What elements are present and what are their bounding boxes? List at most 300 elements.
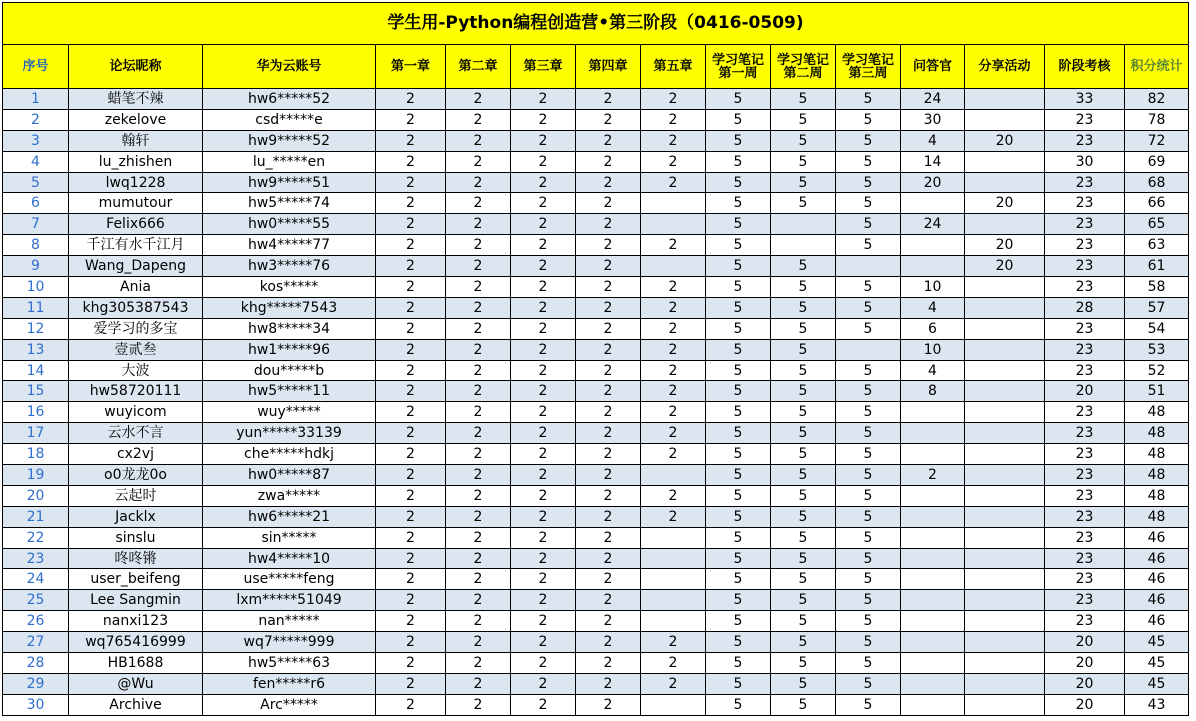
cell-notes-week-3[interactable]: 5 xyxy=(836,381,901,402)
cell-chapter-2[interactable]: 2 xyxy=(446,214,511,235)
cell-chapter-2[interactable]: 2 xyxy=(446,590,511,611)
cell-chapter-2[interactable]: 2 xyxy=(446,360,511,381)
cell-notes-week-2[interactable]: 5 xyxy=(771,360,836,381)
cell-chapter-5[interactable] xyxy=(641,527,706,548)
cell-chapter-3[interactable]: 2 xyxy=(511,381,576,402)
cell-notes-week-1[interactable]: 5 xyxy=(706,360,771,381)
cell-nickname[interactable]: o0龙龙0o xyxy=(69,465,203,486)
cell-account[interactable]: hw3*****76 xyxy=(203,256,376,277)
cell-chapter-1[interactable]: 2 xyxy=(376,632,446,653)
cell-notes-week-2[interactable] xyxy=(771,235,836,256)
cell-nickname[interactable]: sinslu xyxy=(69,527,203,548)
cell-chapter-5[interactable]: 2 xyxy=(641,423,706,444)
cell-chapter-4[interactable]: 2 xyxy=(576,673,641,694)
cell-qa[interactable] xyxy=(901,193,965,214)
cell-chapter-3[interactable]: 2 xyxy=(511,130,576,151)
cell-stage[interactable]: 23 xyxy=(1045,444,1125,465)
cell-stage[interactable]: 30 xyxy=(1045,151,1125,172)
cell-index[interactable]: 9 xyxy=(3,256,69,277)
header-stage[interactable]: 阶段考核 xyxy=(1045,45,1125,89)
cell-chapter-5[interactable] xyxy=(641,465,706,486)
cell-total[interactable]: 53 xyxy=(1125,339,1189,360)
cell-notes-week-2[interactable]: 5 xyxy=(771,381,836,402)
cell-chapter-2[interactable]: 2 xyxy=(446,465,511,486)
cell-notes-week-3[interactable]: 5 xyxy=(836,318,901,339)
cell-notes-week-1[interactable]: 5 xyxy=(706,172,771,193)
cell-chapter-4[interactable]: 2 xyxy=(576,590,641,611)
cell-share[interactable] xyxy=(965,611,1045,632)
cell-notes-week-1[interactable]: 5 xyxy=(706,214,771,235)
cell-nickname[interactable]: 大波 xyxy=(69,360,203,381)
cell-chapter-3[interactable]: 2 xyxy=(511,402,576,423)
cell-account[interactable]: hw8*****34 xyxy=(203,318,376,339)
cell-chapter-1[interactable]: 2 xyxy=(376,673,446,694)
cell-notes-week-2[interactable]: 5 xyxy=(771,632,836,653)
cell-share[interactable] xyxy=(965,318,1045,339)
cell-chapter-5[interactable] xyxy=(641,694,706,715)
cell-share[interactable] xyxy=(965,506,1045,527)
cell-chapter-4[interactable]: 2 xyxy=(576,89,641,110)
cell-notes-week-3[interactable]: 5 xyxy=(836,444,901,465)
cell-nickname[interactable]: 云起时 xyxy=(69,485,203,506)
cell-nickname[interactable]: Ania xyxy=(69,277,203,298)
cell-total[interactable]: 61 xyxy=(1125,256,1189,277)
cell-chapter-2[interactable]: 2 xyxy=(446,694,511,715)
cell-chapter-2[interactable]: 2 xyxy=(446,673,511,694)
header-index[interactable]: 序号 xyxy=(3,45,69,89)
cell-share[interactable] xyxy=(965,89,1045,110)
cell-notes-week-3[interactable]: 5 xyxy=(836,89,901,110)
cell-chapter-1[interactable]: 2 xyxy=(376,548,446,569)
cell-chapter-1[interactable]: 2 xyxy=(376,527,446,548)
cell-chapter-4[interactable]: 2 xyxy=(576,527,641,548)
cell-total[interactable]: 54 xyxy=(1125,318,1189,339)
cell-notes-week-1[interactable]: 5 xyxy=(706,694,771,715)
cell-index[interactable]: 12 xyxy=(3,318,69,339)
cell-index[interactable]: 22 xyxy=(3,527,69,548)
cell-notes-week-1[interactable]: 5 xyxy=(706,548,771,569)
cell-notes-week-3[interactable]: 5 xyxy=(836,277,901,298)
cell-index[interactable]: 30 xyxy=(3,694,69,715)
cell-share[interactable] xyxy=(965,151,1045,172)
cell-notes-week-1[interactable]: 5 xyxy=(706,673,771,694)
cell-nickname[interactable]: @Wu xyxy=(69,673,203,694)
cell-notes-week-2[interactable]: 5 xyxy=(771,277,836,298)
cell-notes-week-3[interactable]: 5 xyxy=(836,485,901,506)
cell-account[interactable]: hw4*****10 xyxy=(203,548,376,569)
cell-notes-week-1[interactable]: 5 xyxy=(706,235,771,256)
cell-total[interactable]: 46 xyxy=(1125,611,1189,632)
cell-index[interactable]: 26 xyxy=(3,611,69,632)
cell-chapter-4[interactable]: 2 xyxy=(576,694,641,715)
cell-notes-week-1[interactable]: 5 xyxy=(706,423,771,444)
cell-chapter-4[interactable]: 2 xyxy=(576,297,641,318)
cell-nickname[interactable]: 爱学习的多宝 xyxy=(69,318,203,339)
cell-qa[interactable] xyxy=(901,402,965,423)
cell-chapter-2[interactable]: 2 xyxy=(446,506,511,527)
cell-chapter-3[interactable]: 2 xyxy=(511,653,576,674)
cell-chapter-2[interactable]: 2 xyxy=(446,151,511,172)
cell-chapter-1[interactable]: 2 xyxy=(376,256,446,277)
cell-notes-week-2[interactable]: 5 xyxy=(771,318,836,339)
cell-share[interactable] xyxy=(965,402,1045,423)
cell-chapter-3[interactable]: 2 xyxy=(511,569,576,590)
cell-notes-week-1[interactable]: 5 xyxy=(706,653,771,674)
cell-chapter-2[interactable]: 2 xyxy=(446,423,511,444)
cell-nickname[interactable]: lu_zhishen xyxy=(69,151,203,172)
cell-chapter-3[interactable]: 2 xyxy=(511,360,576,381)
cell-notes-week-3[interactable]: 5 xyxy=(836,569,901,590)
header-account[interactable]: 华为云账号 xyxy=(203,45,376,89)
cell-notes-week-2[interactable]: 5 xyxy=(771,569,836,590)
cell-total[interactable]: 45 xyxy=(1125,673,1189,694)
cell-share[interactable]: 20 xyxy=(965,256,1045,277)
cell-stage[interactable]: 23 xyxy=(1045,465,1125,486)
cell-share[interactable]: 20 xyxy=(965,193,1045,214)
cell-qa[interactable]: 2 xyxy=(901,465,965,486)
cell-chapter-1[interactable]: 2 xyxy=(376,151,446,172)
cell-notes-week-3[interactable]: 5 xyxy=(836,632,901,653)
cell-total[interactable]: 46 xyxy=(1125,569,1189,590)
cell-notes-week-2[interactable]: 5 xyxy=(771,172,836,193)
cell-stage[interactable]: 20 xyxy=(1045,653,1125,674)
cell-share[interactable] xyxy=(965,381,1045,402)
cell-nickname[interactable]: Felix666 xyxy=(69,214,203,235)
cell-stage[interactable]: 23 xyxy=(1045,235,1125,256)
header-chapter-5[interactable]: 第五章 xyxy=(641,45,706,89)
cell-qa[interactable]: 24 xyxy=(901,214,965,235)
cell-qa[interactable] xyxy=(901,653,965,674)
cell-chapter-1[interactable]: 2 xyxy=(376,402,446,423)
cell-account[interactable]: che*****hdkj xyxy=(203,444,376,465)
cell-stage[interactable]: 23 xyxy=(1045,548,1125,569)
cell-notes-week-2[interactable]: 5 xyxy=(771,548,836,569)
cell-chapter-5[interactable]: 2 xyxy=(641,673,706,694)
header-chapter-2[interactable]: 第二章 xyxy=(446,45,511,89)
cell-stage[interactable]: 23 xyxy=(1045,569,1125,590)
cell-chapter-2[interactable]: 2 xyxy=(446,297,511,318)
cell-nickname[interactable]: 壹贰叁 xyxy=(69,339,203,360)
cell-chapter-5[interactable]: 2 xyxy=(641,381,706,402)
cell-notes-week-2[interactable]: 5 xyxy=(771,339,836,360)
cell-chapter-3[interactable]: 2 xyxy=(511,611,576,632)
cell-notes-week-1[interactable]: 5 xyxy=(706,485,771,506)
cell-notes-week-2[interactable]: 5 xyxy=(771,465,836,486)
cell-chapter-5[interactable] xyxy=(641,193,706,214)
cell-notes-week-3[interactable]: 5 xyxy=(836,151,901,172)
cell-notes-week-2[interactable]: 5 xyxy=(771,297,836,318)
cell-notes-week-1[interactable]: 5 xyxy=(706,109,771,130)
cell-total[interactable]: 48 xyxy=(1125,465,1189,486)
cell-nickname[interactable]: nanxi123 xyxy=(69,611,203,632)
cell-qa[interactable] xyxy=(901,235,965,256)
cell-nickname[interactable]: user_beifeng xyxy=(69,569,203,590)
cell-chapter-4[interactable]: 2 xyxy=(576,402,641,423)
cell-account[interactable]: hw5*****63 xyxy=(203,653,376,674)
cell-stage[interactable]: 23 xyxy=(1045,172,1125,193)
cell-chapter-2[interactable]: 2 xyxy=(446,277,511,298)
cell-account[interactable]: wq7*****999 xyxy=(203,632,376,653)
cell-account[interactable]: zwa***** xyxy=(203,485,376,506)
cell-notes-week-2[interactable]: 5 xyxy=(771,485,836,506)
cell-chapter-4[interactable]: 2 xyxy=(576,653,641,674)
cell-chapter-3[interactable]: 2 xyxy=(511,297,576,318)
cell-index[interactable]: 4 xyxy=(3,151,69,172)
cell-index[interactable]: 1 xyxy=(3,89,69,110)
cell-index[interactable]: 11 xyxy=(3,297,69,318)
cell-account[interactable]: hw9*****52 xyxy=(203,130,376,151)
cell-share[interactable] xyxy=(965,444,1045,465)
cell-notes-week-3[interactable]: 5 xyxy=(836,214,901,235)
cell-chapter-5[interactable]: 2 xyxy=(641,632,706,653)
cell-notes-week-3[interactable]: 5 xyxy=(836,235,901,256)
cell-chapter-2[interactable]: 2 xyxy=(446,172,511,193)
cell-chapter-2[interactable]: 2 xyxy=(446,318,511,339)
header-qa[interactable]: 问答官 xyxy=(901,45,965,89)
cell-share[interactable] xyxy=(965,527,1045,548)
cell-notes-week-3[interactable]: 5 xyxy=(836,402,901,423)
cell-account[interactable]: hw1*****96 xyxy=(203,339,376,360)
cell-chapter-1[interactable]: 2 xyxy=(376,235,446,256)
cell-qa[interactable]: 4 xyxy=(901,360,965,381)
cell-notes-week-3[interactable]: 5 xyxy=(836,527,901,548)
cell-index[interactable]: 3 xyxy=(3,130,69,151)
cell-chapter-1[interactable]: 2 xyxy=(376,444,446,465)
cell-chapter-1[interactable]: 2 xyxy=(376,214,446,235)
cell-chapter-4[interactable]: 2 xyxy=(576,130,641,151)
cell-chapter-4[interactable]: 2 xyxy=(576,277,641,298)
cell-notes-week-2[interactable]: 5 xyxy=(771,694,836,715)
cell-chapter-4[interactable]: 2 xyxy=(576,172,641,193)
cell-notes-week-2[interactable]: 5 xyxy=(771,653,836,674)
cell-total[interactable]: 48 xyxy=(1125,444,1189,465)
cell-chapter-4[interactable]: 2 xyxy=(576,318,641,339)
header-notes-week-1[interactable] xyxy=(706,45,771,89)
cell-notes-week-2[interactable]: 5 xyxy=(771,151,836,172)
cell-nickname[interactable]: 翰轩 xyxy=(69,130,203,151)
cell-qa[interactable]: 24 xyxy=(901,89,965,110)
cell-index[interactable]: 6 xyxy=(3,193,69,214)
cell-nickname[interactable]: Archive xyxy=(69,694,203,715)
cell-qa[interactable] xyxy=(901,673,965,694)
cell-notes-week-3[interactable]: 5 xyxy=(836,109,901,130)
cell-notes-week-3[interactable]: 5 xyxy=(836,130,901,151)
cell-notes-week-2[interactable]: 5 xyxy=(771,423,836,444)
cell-notes-week-2[interactable]: 5 xyxy=(771,506,836,527)
cell-account[interactable]: Arc***** xyxy=(203,694,376,715)
cell-chapter-3[interactable]: 2 xyxy=(511,214,576,235)
cell-account[interactable]: use*****feng xyxy=(203,569,376,590)
cell-chapter-3[interactable]: 2 xyxy=(511,590,576,611)
cell-chapter-3[interactable]: 2 xyxy=(511,172,576,193)
cell-index[interactable]: 18 xyxy=(3,444,69,465)
header-chapter-1[interactable]: 第一章 xyxy=(376,45,446,89)
cell-qa[interactable] xyxy=(901,444,965,465)
cell-index[interactable]: 17 xyxy=(3,423,69,444)
cell-notes-week-2[interactable]: 5 xyxy=(771,590,836,611)
cell-chapter-2[interactable]: 2 xyxy=(446,444,511,465)
cell-notes-week-1[interactable]: 5 xyxy=(706,632,771,653)
cell-chapter-4[interactable]: 2 xyxy=(576,423,641,444)
cell-share[interactable] xyxy=(965,214,1045,235)
cell-notes-week-1[interactable]: 5 xyxy=(706,277,771,298)
cell-chapter-4[interactable]: 2 xyxy=(576,214,641,235)
cell-index[interactable]: 28 xyxy=(3,653,69,674)
cell-nickname[interactable]: lwq1228 xyxy=(69,172,203,193)
cell-nickname[interactable]: wuyicom xyxy=(69,402,203,423)
cell-account[interactable]: hw9*****51 xyxy=(203,172,376,193)
cell-total[interactable]: 66 xyxy=(1125,193,1189,214)
cell-share[interactable] xyxy=(965,694,1045,715)
cell-notes-week-1[interactable]: 5 xyxy=(706,527,771,548)
cell-chapter-1[interactable]: 2 xyxy=(376,89,446,110)
cell-notes-week-3[interactable]: 5 xyxy=(836,548,901,569)
cell-chapter-4[interactable]: 2 xyxy=(576,339,641,360)
cell-qa[interactable] xyxy=(901,527,965,548)
cell-chapter-5[interactable] xyxy=(641,548,706,569)
cell-account[interactable]: khg*****7543 xyxy=(203,297,376,318)
cell-chapter-1[interactable]: 2 xyxy=(376,130,446,151)
cell-total[interactable]: 51 xyxy=(1125,381,1189,402)
cell-nickname[interactable]: Wang_Dapeng xyxy=(69,256,203,277)
cell-stage[interactable]: 20 xyxy=(1045,381,1125,402)
cell-notes-week-1[interactable]: 5 xyxy=(706,89,771,110)
cell-chapter-3[interactable]: 2 xyxy=(511,318,576,339)
cell-chapter-3[interactable]: 2 xyxy=(511,193,576,214)
cell-chapter-2[interactable]: 2 xyxy=(446,256,511,277)
cell-chapter-3[interactable]: 2 xyxy=(511,444,576,465)
cell-chapter-1[interactable]: 2 xyxy=(376,485,446,506)
cell-account[interactable]: hw5*****74 xyxy=(203,193,376,214)
cell-chapter-3[interactable]: 2 xyxy=(511,527,576,548)
cell-nickname[interactable]: 千江有水千江月 xyxy=(69,235,203,256)
cell-share[interactable] xyxy=(965,277,1045,298)
cell-index[interactable]: 2 xyxy=(3,109,69,130)
cell-index[interactable]: 10 xyxy=(3,277,69,298)
cell-stage[interactable]: 23 xyxy=(1045,423,1125,444)
cell-share[interactable]: 20 xyxy=(965,130,1045,151)
cell-chapter-4[interactable]: 2 xyxy=(576,151,641,172)
cell-chapter-1[interactable]: 2 xyxy=(376,465,446,486)
cell-account[interactable]: yun*****33139 xyxy=(203,423,376,444)
cell-chapter-5[interactable] xyxy=(641,256,706,277)
cell-total[interactable]: 69 xyxy=(1125,151,1189,172)
cell-notes-week-1[interactable]: 5 xyxy=(706,569,771,590)
cell-notes-week-3[interactable]: 5 xyxy=(836,694,901,715)
cell-notes-week-1[interactable]: 5 xyxy=(706,506,771,527)
cell-total[interactable]: 57 xyxy=(1125,297,1189,318)
cell-chapter-3[interactable]: 2 xyxy=(511,339,576,360)
cell-notes-week-2[interactable] xyxy=(771,214,836,235)
cell-chapter-3[interactable]: 2 xyxy=(511,694,576,715)
cell-chapter-1[interactable]: 2 xyxy=(376,653,446,674)
cell-share[interactable] xyxy=(965,172,1045,193)
cell-notes-week-2[interactable]: 5 xyxy=(771,444,836,465)
cell-index[interactable]: 25 xyxy=(3,590,69,611)
cell-chapter-5[interactable] xyxy=(641,590,706,611)
cell-chapter-3[interactable]: 2 xyxy=(511,632,576,653)
cell-chapter-5[interactable] xyxy=(641,611,706,632)
header-notes-week-2[interactable] xyxy=(771,45,836,89)
cell-chapter-1[interactable]: 2 xyxy=(376,381,446,402)
cell-chapter-5[interactable]: 2 xyxy=(641,485,706,506)
cell-account[interactable]: hw5*****11 xyxy=(203,381,376,402)
cell-index[interactable]: 24 xyxy=(3,569,69,590)
cell-notes-week-2[interactable]: 5 xyxy=(771,673,836,694)
cell-total[interactable]: 48 xyxy=(1125,506,1189,527)
cell-chapter-2[interactable]: 2 xyxy=(446,339,511,360)
cell-total[interactable]: 58 xyxy=(1125,277,1189,298)
cell-account[interactable]: hw6*****52 xyxy=(203,89,376,110)
cell-chapter-4[interactable]: 2 xyxy=(576,444,641,465)
cell-qa[interactable]: 10 xyxy=(901,277,965,298)
cell-chapter-1[interactable]: 2 xyxy=(376,193,446,214)
cell-stage[interactable]: 23 xyxy=(1045,256,1125,277)
cell-chapter-2[interactable]: 2 xyxy=(446,193,511,214)
cell-share[interactable] xyxy=(965,548,1045,569)
cell-chapter-4[interactable]: 2 xyxy=(576,465,641,486)
cell-chapter-5[interactable]: 2 xyxy=(641,235,706,256)
cell-notes-week-1[interactable]: 5 xyxy=(706,339,771,360)
cell-stage[interactable]: 23 xyxy=(1045,193,1125,214)
cell-nickname[interactable]: khg305387543 xyxy=(69,297,203,318)
cell-chapter-4[interactable]: 2 xyxy=(576,632,641,653)
cell-qa[interactable]: 14 xyxy=(901,151,965,172)
header-notes-week-3[interactable] xyxy=(836,45,901,89)
cell-stage[interactable]: 23 xyxy=(1045,506,1125,527)
header-share[interactable]: 分享活动 xyxy=(965,45,1045,89)
cell-index[interactable]: 27 xyxy=(3,632,69,653)
cell-total[interactable]: 46 xyxy=(1125,548,1189,569)
cell-stage[interactable]: 23 xyxy=(1045,130,1125,151)
cell-chapter-1[interactable]: 2 xyxy=(376,611,446,632)
cell-qa[interactable] xyxy=(901,256,965,277)
header-chapter-3[interactable]: 第三章 xyxy=(511,45,576,89)
cell-index[interactable]: 20 xyxy=(3,485,69,506)
cell-notes-week-3[interactable]: 5 xyxy=(836,673,901,694)
cell-chapter-3[interactable]: 2 xyxy=(511,256,576,277)
cell-stage[interactable]: 23 xyxy=(1045,277,1125,298)
cell-share[interactable] xyxy=(965,632,1045,653)
cell-chapter-4[interactable]: 2 xyxy=(576,381,641,402)
cell-nickname[interactable]: Lee Sangmin xyxy=(69,590,203,611)
cell-account[interactable]: wuy***** xyxy=(203,402,376,423)
cell-index[interactable]: 23 xyxy=(3,548,69,569)
cell-chapter-4[interactable]: 2 xyxy=(576,506,641,527)
cell-chapter-2[interactable]: 2 xyxy=(446,611,511,632)
cell-nickname[interactable]: wq765416999 xyxy=(69,632,203,653)
cell-total[interactable]: 46 xyxy=(1125,590,1189,611)
cell-qa[interactable] xyxy=(901,590,965,611)
cell-notes-week-3[interactable]: 5 xyxy=(836,653,901,674)
cell-stage[interactable]: 23 xyxy=(1045,339,1125,360)
cell-notes-week-1[interactable]: 5 xyxy=(706,465,771,486)
cell-share[interactable] xyxy=(965,339,1045,360)
cell-share[interactable] xyxy=(965,673,1045,694)
cell-total[interactable]: 65 xyxy=(1125,214,1189,235)
cell-notes-week-2[interactable]: 5 xyxy=(771,256,836,277)
cell-nickname[interactable]: 咚咚锵 xyxy=(69,548,203,569)
cell-chapter-1[interactable]: 2 xyxy=(376,109,446,130)
cell-nickname[interactable]: cx2vj xyxy=(69,444,203,465)
cell-total[interactable]: 48 xyxy=(1125,423,1189,444)
cell-notes-week-3[interactable]: 5 xyxy=(836,423,901,444)
cell-total[interactable]: 48 xyxy=(1125,485,1189,506)
cell-account[interactable]: dou*****b xyxy=(203,360,376,381)
cell-chapter-1[interactable]: 2 xyxy=(376,277,446,298)
cell-notes-week-2[interactable]: 5 xyxy=(771,109,836,130)
cell-qa[interactable] xyxy=(901,611,965,632)
